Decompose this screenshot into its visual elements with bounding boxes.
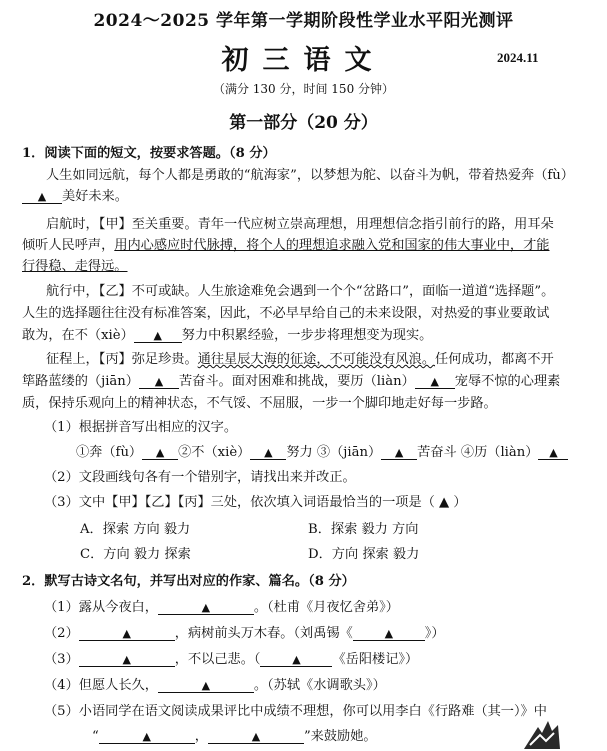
q2-line2: （2） ▲ ，病树前头万木春。（刘禹锡《 ▲ 》） — [44, 626, 445, 641]
q1-para3-line1: 航行中，【乙】不可或缺。人生旅途难免会遇到一个个“岔路口”，面临一道道“选择题”。 — [46, 284, 555, 299]
answer-blank[interactable]: ▲ — [79, 624, 175, 641]
option-a[interactable]: A．探索 方向 毅力 — [80, 522, 191, 537]
answer-blank[interactable]: ▲ — [139, 372, 179, 389]
q2-line1: （1）露从今夜白， ▲ 。（杜甫《月夜忆舍弟》） — [44, 600, 399, 615]
exam-meta: （满分 130 分，时间 150 分钟） — [212, 82, 395, 96]
option-c[interactable]: C．方向 毅力 探索 — [80, 547, 191, 562]
answer-blank[interactable]: ▲ — [381, 443, 417, 460]
q2-line5: （5）小语同学在语文阅读成果评比中成绩不理想，你可以用李白《行路难（其一）》中 — [44, 704, 547, 719]
wavy-underlined-sentence: 通往星辰大海的征途，不可能没有风浪。 — [197, 352, 436, 367]
q1-sub1: （1）根据拼音写出相应的汉字。 — [44, 420, 238, 435]
q2-line6: “ ▲ ， ▲ ”来鼓励她。 — [92, 729, 377, 744]
answer-blank[interactable]: ▲ — [22, 187, 62, 204]
q1-para1-line1: 人生如同远航，每个人都是勇敢的“航海家”，以梦想为舵、以奋斗为帆，带着热爱奔（fù） — [46, 168, 574, 183]
subject-title: 初三语文 — [221, 45, 386, 76]
q1-para3-line3: 敢为，在不（xiè） ▲ 努力中积累经验，一步步将理想变为现实。 — [22, 328, 433, 343]
answer-blank[interactable]: ▲ — [99, 727, 195, 744]
q1-sub2: （2）文段画线句各有一个错别字，请找出来并改正。 — [44, 470, 356, 485]
q1-para2-line3 — [22, 257, 128, 277]
exam-title: 2024～2025 学年第一学期阶段性学业水平阳光测评 — [93, 11, 514, 31]
q1-para2-line1: 启航时，【甲】至关重要。青年一代应树立崇高理想，用理想信念指引前行的路，用耳朵 — [46, 217, 554, 232]
answer-blank[interactable]: ▲ — [158, 598, 254, 615]
option-d[interactable]: D．方向 探索 毅力 — [308, 547, 420, 562]
answer-blank[interactable]: ▲ — [538, 443, 568, 460]
answer-blank[interactable]: ▲ — [260, 650, 332, 667]
q1-para4-line3: 质，保持乐观向上的精神状态，不气馁、不屈服，一步一个脚印地走好每一步路。 — [22, 396, 497, 411]
answer-blank[interactable]: ▲ — [353, 624, 425, 641]
answer-blank[interactable]: ▲ — [134, 326, 182, 343]
q1-para1-line2: ▲ 美好未来。 — [22, 187, 128, 207]
answer-blank[interactable]: ▲ — [158, 676, 254, 693]
underlined-sentence: 用内心感应时代脉搏，将个人的理想追求融入党和国家的伟大事业中，才能 — [114, 238, 550, 253]
q2-stem: 2．默写古诗文名句，并写出对应的作家、篇名。（8 分） — [22, 574, 355, 589]
answer-blank[interactable]: ▲ — [142, 443, 178, 460]
q1-para3-line2: 人生的选择题往往没有标准答案，因此，不必早早给自己的未来设限，对热爱的事业要敢试 — [22, 306, 550, 321]
q1-para2-line2: 倾听人民呼声，用内心感应时代脉搏，将个人的理想追求融入党和国家的伟大事业中，才能 — [22, 238, 550, 253]
part-heading: 第一部分（20 分） — [229, 113, 378, 133]
answer-blank[interactable]: ▲ — [208, 727, 304, 744]
answer-blank[interactable]: ▲ — [79, 650, 175, 667]
q1-sub3: （3）文中【甲】【乙】【丙】三处，依次填入词语最恰当的一项是（ ▲ ） — [44, 495, 467, 510]
option-b[interactable]: B．探索 毅力 方向 — [308, 522, 419, 537]
answer-blank[interactable]: ▲ — [250, 443, 286, 460]
q1-pinyin-line: ①奔（fù） ▲ ②不（xiè） ▲ 努力 ③（jiān） ▲ 苦奋斗 ④历（liàn） ▲ — [76, 443, 568, 463]
q1-para4-line1: 征程上，【丙】弥足珍贵。通往星辰大海的征途，不可能没有风浪。任何成功，都离不开 — [46, 352, 554, 367]
q1-para4-line2: 筚路蓝缕的（jiān） ▲ 苦奋斗。面对困难和挑战，要历（liàn） ▲ 宠辱不惊的心理素 — [22, 374, 561, 389]
exam-date: 2024.11 — [497, 50, 539, 65]
q2-line4: （4）但愿人长久， ▲ 。（苏轼《水调歌头》） — [44, 678, 386, 693]
corner-brush-icon — [516, 715, 566, 751]
q2-line3: （3） ▲ ，不以己悲。（ ▲ 《岳阳楼记》） — [44, 652, 419, 667]
answer-blank[interactable]: ▲ — [415, 372, 455, 389]
underlined-sentence-end: 行得稳、走得远。 — [22, 259, 128, 274]
q1-stem: 1．阅读下面的短文，按要求答题。（8 分） — [22, 146, 276, 161]
